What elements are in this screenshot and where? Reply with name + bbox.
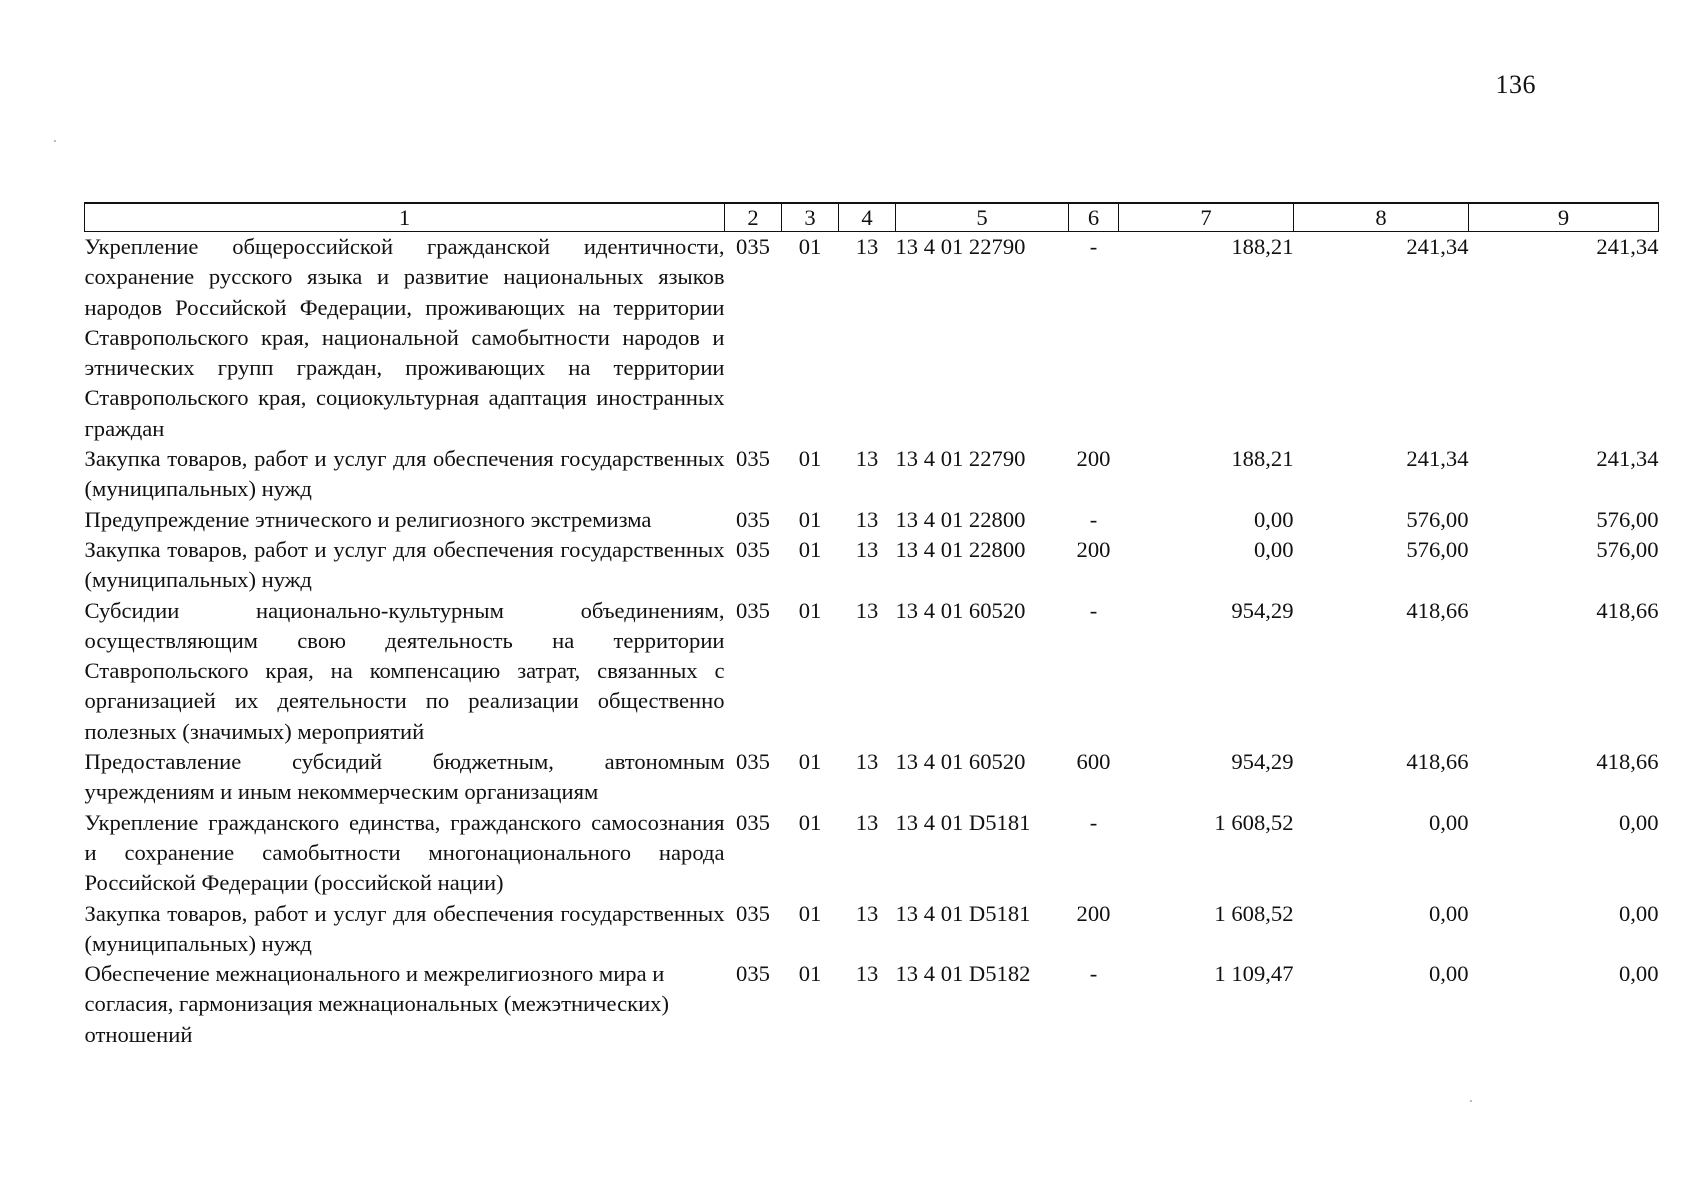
row-code-subsection: 13 xyxy=(855,961,879,987)
row-code-subsection: 13 xyxy=(855,234,879,259)
row-amount-col8: 418,66 xyxy=(1406,749,1469,775)
row-code-target: 13 4 01 22800 xyxy=(895,536,1026,562)
row-name: Закупка товаров, работ и услуг для обеспечения государственных (муниципальных) нужд xyxy=(84,900,725,956)
row-code-ministry: 035 xyxy=(736,536,770,562)
row-amount-col7: 954,29 xyxy=(1231,749,1294,775)
row-code-target: 13 4 01 D5181 xyxy=(895,900,1031,926)
table-row xyxy=(85,505,1659,535)
row-amount-col7: 188,21 xyxy=(1231,446,1294,472)
row-amount-col7: 1 608,52 xyxy=(1214,809,1294,835)
row-code-ministry: 035 xyxy=(736,809,770,835)
row-amount-col9: 241,34 xyxy=(1596,446,1659,472)
row-amount-col9: 418,66 xyxy=(1596,749,1659,775)
row-name: Укрепление общероссийской гражданской идентичности, сохранение русского языка и развитие национальных языков народов Российской Федерации, проживающих на территории Ставропольского края, национальной самобытности народов и этнических групп граждан, проживающих на территории Ставропольского края, социокультурная адаптация иностранных граждан xyxy=(84,234,725,441)
row-code-subsection: 13 xyxy=(855,749,879,775)
row-name: Предупреждение этнического и религиозного экстремизма xyxy=(84,506,652,532)
row-amount-col8: 241,34 xyxy=(1406,234,1469,259)
row-code-expense-type: 200 xyxy=(1076,536,1111,562)
row-amount-col7: 188,21 xyxy=(1231,234,1294,259)
row-code-expense-type: - xyxy=(1089,597,1098,623)
row-code-expense-type: 600 xyxy=(1076,749,1111,775)
table-row xyxy=(85,899,1659,960)
table-row xyxy=(85,747,1659,808)
row-amount-col9: 241,34 xyxy=(1596,234,1659,259)
row-code-ministry: 035 xyxy=(736,446,770,472)
row-code-ministry: 035 xyxy=(736,961,770,987)
row-amount-col8: 0,00 xyxy=(1428,961,1469,987)
page-number: 136 xyxy=(1495,70,1536,99)
row-code-expense-type: 200 xyxy=(1076,446,1111,472)
scan-speck xyxy=(54,140,56,142)
row-code-target: 13 4 01 D5182 xyxy=(895,961,1031,987)
row-amount-col9: 0,00 xyxy=(1618,961,1659,987)
row-code-expense-type: - xyxy=(1089,961,1098,987)
row-code-target: 13 4 01 22790 xyxy=(895,446,1026,472)
row-code-section: 01 xyxy=(798,961,822,987)
row-code-subsection: 13 xyxy=(855,446,879,472)
table-row xyxy=(85,959,1659,1050)
row-amount-col7: 954,29 xyxy=(1231,597,1294,623)
row-amount-col9: 576,00 xyxy=(1596,536,1659,562)
row-code-target: 13 4 01 22790 xyxy=(895,234,1026,259)
row-code-section: 01 xyxy=(798,536,822,562)
row-code-ministry: 035 xyxy=(736,506,770,532)
row-code-expense-type: - xyxy=(1089,809,1098,835)
row-code-subsection: 13 xyxy=(855,506,879,532)
row-amount-col8: 576,00 xyxy=(1406,506,1469,532)
column-header: 7 xyxy=(1119,203,1294,232)
row-amount-col9: 0,00 xyxy=(1618,900,1659,926)
row-amount-col8: 576,00 xyxy=(1406,536,1469,562)
row-amount-col9: 418,66 xyxy=(1596,597,1659,623)
row-amount-col8: 418,66 xyxy=(1406,597,1469,623)
row-amount-col7: 0,00 xyxy=(1253,506,1294,532)
row-amount-col7: 0,00 xyxy=(1253,536,1294,562)
column-header: 5 xyxy=(896,203,1069,232)
column-header: 3 xyxy=(782,203,839,232)
table-row xyxy=(85,232,1659,445)
table-row xyxy=(85,596,1659,747)
row-code-subsection: 13 xyxy=(855,809,879,835)
column-header: 8 xyxy=(1294,203,1469,232)
row-name: Предоставление субсидий бюджетным, автономным учреждениям и иным некоммерческим организациям xyxy=(84,749,725,805)
table-row xyxy=(85,444,1659,505)
row-amount-col8: 0,00 xyxy=(1428,900,1469,926)
row-name: Субсидии национально-культурным объединениям, осуществляющим свою деятельность на территории Ставропольского края, на компенсацию затрат, связанных с организацией их деятельности по реализации общественно полезных (значимых) мероприятий xyxy=(84,597,725,744)
row-code-section: 01 xyxy=(798,446,822,472)
table-row xyxy=(85,808,1659,899)
row-code-subsection: 13 xyxy=(855,597,879,623)
row-code-section: 01 xyxy=(798,900,822,926)
row-amount-col7: 1 608,52 xyxy=(1214,900,1294,926)
row-code-expense-type: - xyxy=(1089,234,1098,259)
row-code-target: 13 4 01 60520 xyxy=(895,749,1026,775)
row-code-subsection: 13 xyxy=(855,900,879,926)
row-code-section: 01 xyxy=(798,506,822,532)
row-code-expense-type: - xyxy=(1089,506,1098,532)
table-row xyxy=(85,535,1659,596)
row-code-section: 01 xyxy=(798,234,822,259)
row-code-ministry: 035 xyxy=(736,900,770,926)
row-code-expense-type: 200 xyxy=(1076,900,1111,926)
column-header: 9 xyxy=(1469,203,1659,232)
row-name: Обеспечение межнационального и межрелигиозного мира и согласия, гармонизация межнациональных (межэтнических) отношений xyxy=(84,961,669,1047)
row-amount-col8: 0,00 xyxy=(1428,809,1469,835)
row-code-ministry: 035 xyxy=(736,749,770,775)
row-amount-col9: 0,00 xyxy=(1618,809,1659,835)
row-code-section: 01 xyxy=(798,597,822,623)
row-code-target: 13 4 01 60520 xyxy=(895,597,1026,623)
scan-speck xyxy=(1470,1100,1472,1102)
column-header: 4 xyxy=(839,203,896,232)
row-code-ministry: 035 xyxy=(736,234,770,259)
row-code-subsection: 13 xyxy=(855,536,879,562)
row-name: Укрепление гражданского единства, гражданского самосознания и сохранение самобытности многонационального народа Российской Федерации (российской нации) xyxy=(84,809,725,896)
row-amount-col8: 241,34 xyxy=(1406,446,1469,472)
row-name: Закупка товаров, работ и услуг для обеспечения государственных (муниципальных) нужд xyxy=(84,536,725,593)
row-name: Закупка товаров, работ и услуг для обеспечения государственных (муниципальных) нужд xyxy=(84,446,725,502)
row-amount-col9: 576,00 xyxy=(1596,506,1659,532)
column-header: 1 xyxy=(85,203,725,232)
row-code-target: 13 4 01 D5181 xyxy=(895,809,1031,835)
row-code-section: 01 xyxy=(798,749,822,775)
column-header: 6 xyxy=(1069,203,1119,232)
row-code-section: 01 xyxy=(798,809,822,835)
budget-table xyxy=(84,202,1659,1050)
table-header-row xyxy=(85,203,1659,232)
row-code-target: 13 4 01 22800 xyxy=(895,506,1026,532)
row-code-ministry: 035 xyxy=(736,597,770,623)
column-header: 2 xyxy=(725,203,782,232)
row-amount-col7: 1 109,47 xyxy=(1214,961,1294,987)
